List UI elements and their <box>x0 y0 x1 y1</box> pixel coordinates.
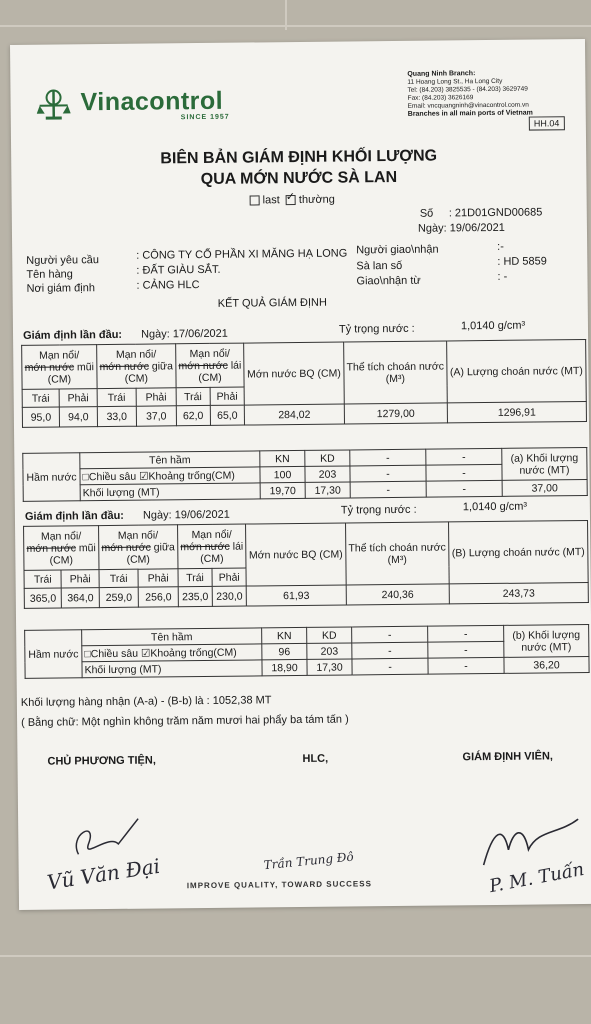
table-cell: 37,0 <box>136 406 176 426</box>
kn-header: KN <box>260 450 305 466</box>
table-cell: - <box>352 626 428 643</box>
col-left: Trái <box>176 387 210 405</box>
mid-header: Mạn nổi/ mớn nước giữa (CM) <box>98 525 177 570</box>
barge-label: Sà lan số <box>356 259 403 273</box>
tank-type: □Chiều sâu ☑Khoảng trống(CM) <box>80 467 260 485</box>
branch-line: 11 Hoang Long St., Ha Long City <box>407 77 503 86</box>
table-cell: 235,0 <box>178 586 212 606</box>
col-left: Trái <box>24 570 62 588</box>
table-cell: 33,0 <box>97 406 136 426</box>
table-cell: - <box>428 641 504 658</box>
table-cell: 65,0 <box>210 405 245 425</box>
sign-inspector-label: GIÁM ĐỊNH VIÊN, <box>462 750 553 764</box>
kd-header: KD <box>305 450 350 466</box>
table-cell: - <box>428 625 504 642</box>
survey2-density: 1,0140 g/cm³ <box>462 500 528 514</box>
water-weight-b-value: 36,20 <box>504 656 589 673</box>
table-cell: 1296,91 <box>447 401 586 422</box>
table-cell: 230,0 <box>212 586 246 606</box>
water-weight-a-value: 37,00 <box>502 479 587 496</box>
inspector-signature: P. M. Tuấn <box>487 858 586 898</box>
report-type-options <box>250 194 335 207</box>
tank-name-header: Tên hầm <box>80 451 260 469</box>
branch-line: Email: vncquangninh@vinacontrol.com.vn <box>407 101 529 110</box>
table-cell: - <box>426 464 502 481</box>
col-right: Phải <box>136 388 176 406</box>
survey1-tank-table <box>22 447 587 502</box>
owner-signature: Vũ Văn Đại <box>45 853 162 895</box>
place-label: Nơi giám định <box>26 282 95 295</box>
table-cell: - <box>352 658 428 675</box>
title-line2: QUA MỚN NƯỚC SÀ LAN <box>200 168 398 189</box>
table-cell: - <box>352 642 428 659</box>
table-cell: 61,93 <box>246 585 346 606</box>
tile-seam <box>285 0 287 30</box>
branch-title: Quang Ninh Branch: <box>407 70 476 78</box>
option-last-label: last <box>262 194 280 207</box>
tile-seam <box>0 955 591 957</box>
table-cell: 96 <box>262 643 307 659</box>
survey2-draft-table <box>23 520 589 609</box>
survey2-tank-table <box>24 624 589 679</box>
survey2-label: Giám định lần đầu: <box>24 509 125 523</box>
col-right: Phải <box>212 568 246 586</box>
survey1-density-label: Tỷ trọng nước : <box>338 322 415 336</box>
table-cell: 94,0 <box>59 407 97 427</box>
sign-owner-label: CHỦ PHƯƠNG TIỆN, <box>47 754 156 768</box>
survey1-label: Giám định lần đầu: <box>22 328 123 342</box>
tile-seam <box>0 25 591 27</box>
kn-header: KN <box>262 627 307 643</box>
table-cell: 19,70 <box>260 482 305 498</box>
table-cell: 95,0 <box>22 407 59 427</box>
tank-type: □Chiều sâu ☑Khoảng trống(CM) <box>82 644 262 662</box>
option-thuong-label: thường <box>298 193 335 206</box>
place-value: : CẢNG HLC <box>136 279 200 292</box>
tank-name-header: Tên hầm <box>82 628 262 646</box>
displacement-b-header: (B) Lượng choán nước (MT) <box>448 520 588 583</box>
barge-value: : HD 5859 <box>497 255 547 268</box>
branch-line: Tel: (84.203) 3825535 - (84.203) 3629749 <box>407 85 528 94</box>
result-title: KẾT QUẢ GIÁM ĐỊNH <box>217 296 327 310</box>
fore-header: Mạn nổi/ mớn nước mũi (CM) <box>22 345 97 390</box>
doc-code: HH.04 <box>529 116 565 130</box>
branch-line: Branches in all main ports of Vietnam <box>407 109 533 118</box>
requester-label: Người yêu cầu <box>26 254 99 267</box>
table-cell: 17,30 <box>305 482 350 498</box>
owner-signature-scribble <box>58 814 149 875</box>
aft-header: Mạn nổi/ mớn nước lái (CM) <box>177 524 246 569</box>
volume-header: Thể tích choán nước (M³) <box>345 522 449 585</box>
doc-date: Ngày: 19/06/2021 <box>417 221 505 235</box>
summary-line1: Khối lượng hàng nhận (A-a) - (B-b) là : 1052,38 MT <box>20 694 272 709</box>
goods-value: : ĐẤT GIÀU SẮT. <box>136 263 221 277</box>
tank-label: Hầm nước <box>23 453 80 502</box>
hlc-signature: Trần Trung Đô <box>263 849 355 873</box>
deliverer-value: :- <box>497 240 504 253</box>
table-cell: 259,0 <box>99 587 139 607</box>
draft-bq-header: Mớn nước BQ (CM) <box>244 342 344 405</box>
table-cell: 365,0 <box>24 588 62 608</box>
displacement-a-header: (A) Lượng choán nước (MT) <box>447 339 587 402</box>
tank-label: Hầm nước <box>25 630 82 679</box>
table-cell: - <box>350 481 426 498</box>
mid-header: Mạn nổi/ mớn nước giữa (CM) <box>96 344 175 389</box>
survey1-draft-table <box>21 339 587 428</box>
col-left: Trái <box>22 389 59 407</box>
table-cell: 17,30 <box>307 659 352 675</box>
table-cell: 240,36 <box>346 584 449 605</box>
col-left: Trái <box>178 568 212 586</box>
survey1-date: Ngày: 17/06/2021 <box>140 327 228 341</box>
table-cell: - <box>426 480 502 497</box>
document-sheet <box>10 39 591 910</box>
branch-info <box>407 69 582 119</box>
survey2-date: Ngày: 19/06/2021 <box>142 508 230 522</box>
weight-label: Khối lượng (MT) <box>80 483 260 501</box>
table-cell: - <box>428 657 504 674</box>
logo-text: Vinacontrol <box>80 86 224 117</box>
doc-number-label: Số <box>419 207 434 220</box>
table-cell: 18,90 <box>262 659 307 675</box>
last-checkbox[interactable] <box>250 195 260 205</box>
weight-label: Khối lượng (MT) <box>82 660 262 678</box>
doc-number: : 21D01GND00685 <box>448 206 543 220</box>
table-cell: 203 <box>305 466 350 482</box>
volume-header: Thể tích choán nước (M³) <box>343 341 447 404</box>
water-weight-a-header: (a) Khối lượng nước (MT) <box>502 447 587 480</box>
fore-header: Mạn nổi/ mớn nước mũi (CM) <box>24 526 99 571</box>
logo-since: SINCE 1957 <box>180 113 230 122</box>
sign-hlc-label: HLC, <box>302 752 329 765</box>
deliverer-label: Người giao\nhận <box>356 243 439 257</box>
col-right: Phải <box>59 389 97 407</box>
inspector-signature-scribble <box>478 809 589 880</box>
title-line1: BIÊN BẢN GIÁM ĐỊNH KHỐI LƯỢNG <box>160 147 438 168</box>
table-cell: - <box>426 448 502 465</box>
table-cell: 243,73 <box>449 582 588 603</box>
table-cell: 256,0 <box>139 587 179 607</box>
table-cell: 364,0 <box>62 588 100 608</box>
vinacontrol-logo-icon <box>36 87 70 121</box>
table-cell: 203 <box>307 643 352 659</box>
branch-line: Fax: (84.203) 3626169 <box>407 94 474 102</box>
col-right: Phải <box>210 387 245 405</box>
from-value: : - <box>497 270 508 283</box>
table-cell: 62,0 <box>176 405 210 425</box>
col-right: Phải <box>61 570 99 588</box>
goods-label: Tên hàng <box>26 268 73 281</box>
table-cell: - <box>350 465 426 482</box>
col-left: Trái <box>97 388 136 406</box>
draft-bq-header: Mớn nước BQ (CM) <box>246 523 346 586</box>
summary-line2: ( Bằng chữ: Một nghìn không trăm năm mươi hai phẩy ba tám tấn ) <box>21 713 349 729</box>
kd-header: KD <box>307 627 352 643</box>
thuong-checkbox[interactable] <box>286 195 296 205</box>
from-label: Giao\nhận từ <box>356 274 421 288</box>
footer-slogan: IMPROVE QUALITY, TOWARD SUCCESS <box>186 879 372 891</box>
survey1-density: 1,0140 g/cm³ <box>460 319 526 333</box>
col-right: Phải <box>138 569 178 587</box>
requester-value: : CÔNG TY CỔ PHẦN XI MĂNG HẠ LONG <box>136 247 348 262</box>
table-cell: 1279,00 <box>344 403 447 424</box>
aft-header: Mạn nổi/ mớn nước lái (CM) <box>175 343 244 388</box>
table-cell: - <box>350 449 426 466</box>
table-cell: 100 <box>260 466 305 482</box>
table-cell: 284,02 <box>245 404 345 425</box>
water-weight-b-header: (b) Khối lượng nước (MT) <box>504 624 589 657</box>
survey2-density-label: Tỷ trọng nước : <box>340 503 417 517</box>
col-left: Trái <box>99 569 139 587</box>
